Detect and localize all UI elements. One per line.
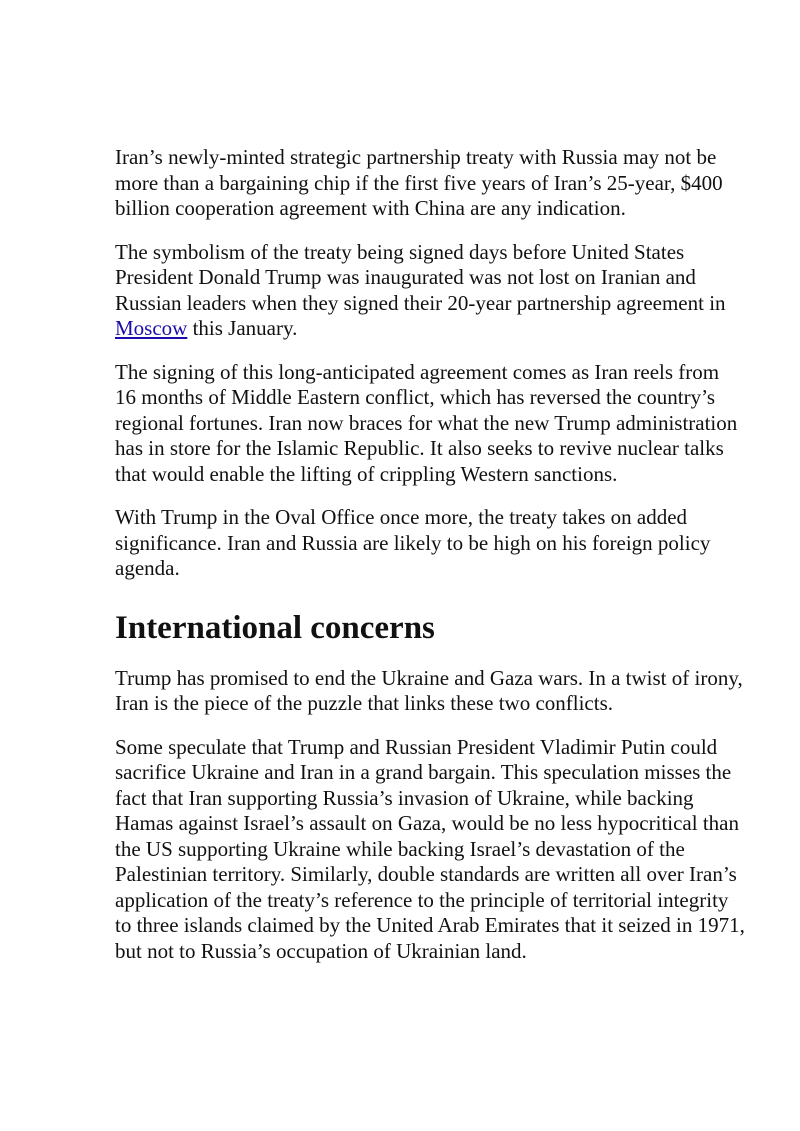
paragraph-1: Iran’s newly-minted strategic partnership treaty with Russia may not be more than a bargaining chip if the first five years of Iran’s 25-year, $400 billion cooperation agreement with China are any indication. (115, 145, 723, 220)
moscow-link[interactable]: Moscow (115, 316, 188, 340)
paragraph-4: With Trump in the Oval Office once more, the treaty takes on added significance. Iran and Russia are likely to be high on his foreign policy agenda. (115, 505, 711, 580)
paragraph-2 (115, 240, 745, 342)
paragraph-2-text-start: The symbolism of the treaty being signed days before United States President Donald Trump was inaugurated was not lost on Iranian and Russian leaders when they signed their 20-year partnership agreement in (115, 239, 726, 315)
article-body (115, 145, 745, 982)
paragraph-6: Some speculate that Trump and Russian President Vladimir Putin could sacrifice Ukraine and Iran in a grand bargain. This speculation misses the fact that Iran supporting Russia’s invasion of Ukraine, while backing Hamas against Israel’s assault on Gaza, would be no less hypocritical than the US supporting Ukraine while backing Israel’s devastation of the Palestinian territory. Similarly, double standards are written all over Iran’s application of the treaty’s reference to the principle of territorial integrity to three islands claimed by the United Arab Emirates that it seized in 1971, but not to Russia’s occupation of Ukrainian land. (115, 734, 745, 963)
paragraph-5: Trump has promised to end the Ukraine and Gaza wars. In a twist of irony, Iran is the piece of the puzzle that links these two conflicts. (115, 665, 743, 715)
paragraph-2-text-end: this January. (187, 316, 298, 340)
section-heading: International concerns (115, 609, 435, 646)
paragraph-3: The signing of this long-anticipated agreement comes as Iran reels from 16 months of Middle Eastern conflict, which has reversed the country’s regional fortunes. Iran now braces for what the new Trump administration has in store for the Islamic Republic. It also seeks to revive nuclear talks that would enable the lifting of crippling Western sanctions. (115, 359, 738, 486)
